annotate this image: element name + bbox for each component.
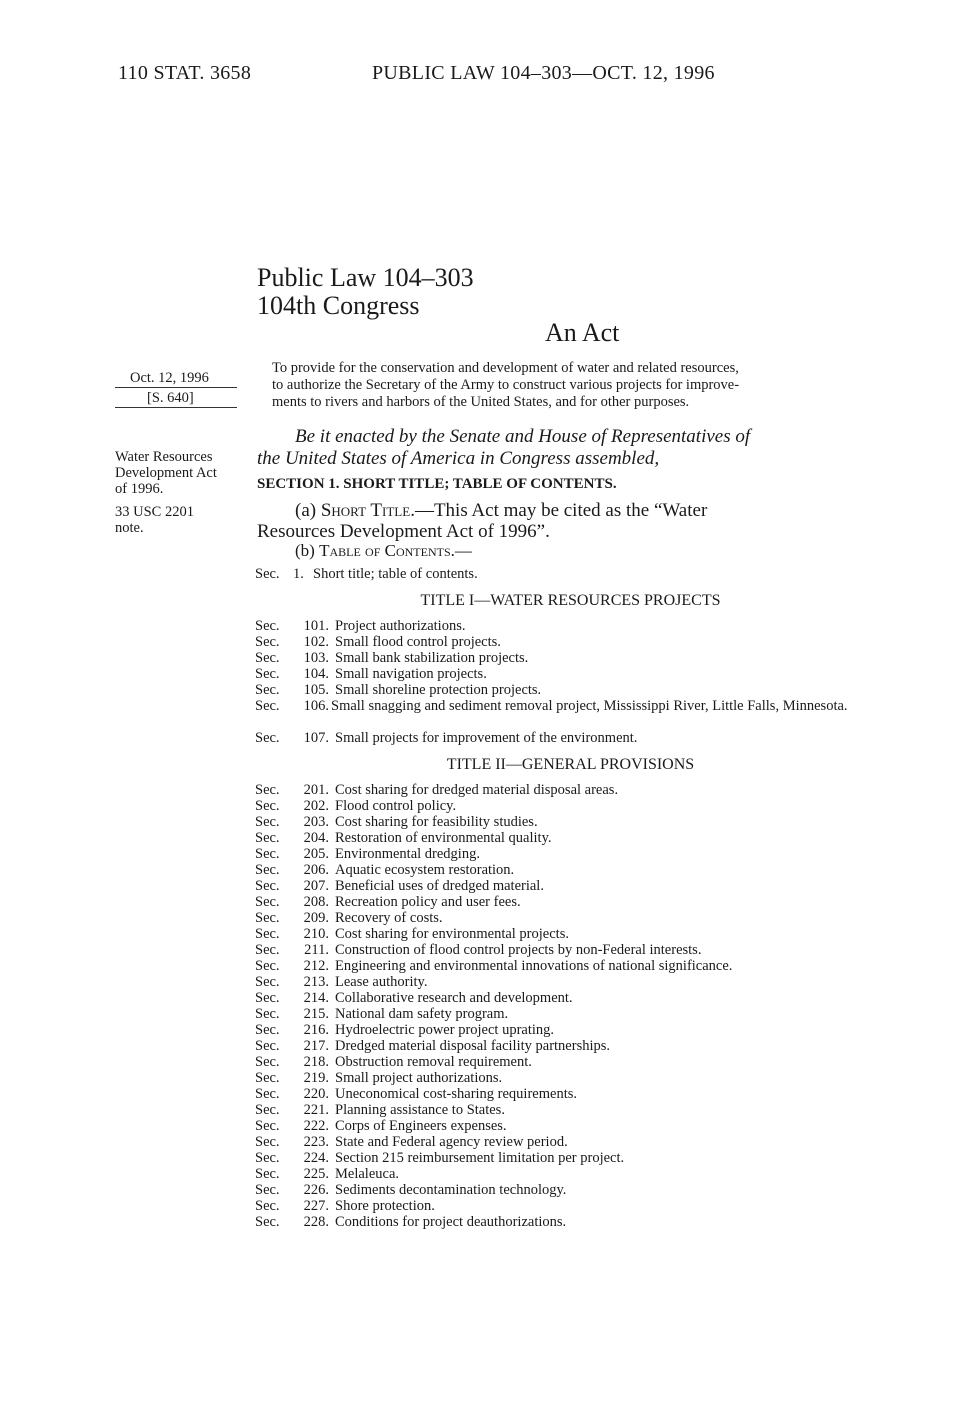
toc-sec-label: Sec. <box>255 942 280 958</box>
toc-sec-label: Sec. <box>255 1086 280 1102</box>
toc-sec-number: 226. <box>303 1182 329 1198</box>
toc-sec-number: 223. <box>303 1134 329 1150</box>
toc-sec-text: Small navigation projects. <box>335 666 487 682</box>
toc-sec-text: Recovery of costs. <box>335 910 443 926</box>
statute-page-number: 110 STAT. 3658 <box>118 62 252 84</box>
sidenote-usc-line: 33 USC 2201 <box>115 504 194 520</box>
toc-sec-number: 218. <box>303 1054 329 1070</box>
subsection-a-caption: Short Title <box>320 500 411 521</box>
toc-sec-text: Small project authorizations. <box>335 1070 503 1086</box>
toc-sec-text: Shore protection. <box>335 1198 435 1214</box>
sidenote-short-name <box>115 449 217 497</box>
toc-sec-text: Cost sharing for feasibility studies. <box>335 814 538 830</box>
toc-sec-label: Sec. <box>255 618 280 634</box>
toc-entry <box>255 974 427 990</box>
purpose-line: ments to rivers and harbors of the United States, and for other purposes. <box>272 394 690 410</box>
toc-sec-number: 207. <box>303 878 329 894</box>
toc-sec-label: Sec. <box>255 1134 280 1150</box>
toc-sec-number: 202. <box>303 798 329 814</box>
toc-sec-label: Sec. <box>255 566 280 582</box>
toc-entry <box>255 798 456 814</box>
toc-sec-number: 107. <box>303 730 329 746</box>
toc-entry <box>255 1166 399 1182</box>
subsection-a <box>257 500 884 542</box>
toc-entry <box>255 990 573 1006</box>
subsection-b-dash: .— <box>450 541 472 560</box>
toc-sec-number: 210. <box>303 926 329 942</box>
toc-entry <box>255 1006 508 1022</box>
toc-entry <box>255 926 569 942</box>
toc-sec-label: Sec. <box>255 666 280 682</box>
toc-sec-label: Sec. <box>255 1070 280 1086</box>
toc-entry <box>255 682 541 698</box>
toc-entry <box>255 1038 610 1054</box>
toc-entry <box>255 1182 566 1198</box>
subsection-a-text: .—This Act may be cited as the “Water <box>410 500 708 521</box>
toc-entry <box>255 782 618 798</box>
sidenote-short-name-line: Water Resources <box>115 449 213 465</box>
toc-entry <box>255 878 544 894</box>
toc-sec-number: 206. <box>303 862 329 878</box>
title-block <box>257 264 474 320</box>
toc-entry <box>255 1150 624 1166</box>
toc-sec-label: Sec. <box>255 1054 280 1070</box>
toc-sec-text: Dredged material disposal facility partnerships. <box>335 1038 611 1054</box>
toc-sec-text: Lease authority. <box>335 974 428 990</box>
toc-sec-text: Project authorizations. <box>335 618 466 634</box>
toc-entry <box>255 666 487 682</box>
purpose-line: To provide for the conservation and development of water and related resources, <box>272 360 739 376</box>
toc-sec-label: Sec. <box>255 814 280 830</box>
sidenote-short-name-line: of 1996. <box>115 481 164 497</box>
toc-entry <box>255 1198 435 1214</box>
toc-sec-label: Sec. <box>255 798 280 814</box>
toc-sec-number: 209. <box>303 910 329 926</box>
toc-sec-label: Sec. <box>255 1022 280 1038</box>
enacting-line: Be it enacted by the Senate and House of Representatives of <box>295 426 751 447</box>
toc-title-heading: TITLE I—WATER RESOURCES PROJECTS <box>420 592 721 609</box>
purpose-line: to authorize the Secretary of the Army to construct various projects for improve- <box>272 377 740 393</box>
toc-sec-label: Sec. <box>255 926 280 942</box>
toc-sec-number: 101. <box>303 618 329 634</box>
toc-sec-label: Sec. <box>255 878 280 894</box>
subsection-b-line <box>257 540 884 561</box>
sidenote-rule <box>115 407 237 408</box>
sidenote-bill: [S. 640] <box>147 390 194 406</box>
toc-entry <box>255 1022 554 1038</box>
toc-sec-label: Sec. <box>255 1006 280 1022</box>
subsection-b-caption: Table of Contents <box>319 541 451 560</box>
toc-sec-label: Sec. <box>255 830 280 846</box>
toc-entry <box>255 634 501 650</box>
toc-sec-label: Sec. <box>255 1182 280 1198</box>
toc-sec-text: Hydroelectric power project uprating. <box>335 1022 555 1038</box>
toc-sec-number: 203. <box>303 814 329 830</box>
toc-sec-number: 214. <box>303 990 329 1006</box>
toc-sec-text: Planning assistance to States. <box>335 1102 505 1118</box>
toc-sec-text: Small shoreline protection projects. <box>335 682 542 698</box>
toc-entry <box>255 814 538 830</box>
toc-sec-label: Sec. <box>255 846 280 862</box>
toc-sec-number: 220. <box>303 1086 329 1102</box>
toc-sec-number: 227. <box>303 1198 329 1214</box>
toc-sec-label: Sec. <box>255 1038 280 1054</box>
toc-sec-number: 228. <box>303 1214 329 1230</box>
toc-entry <box>255 698 335 714</box>
toc-sec-text: Small bank stabilization projects. <box>335 650 529 666</box>
toc-entry <box>255 862 514 878</box>
enacting-line: the United States of America in Congress assembled, <box>257 448 660 469</box>
toc-sec-text: Cost sharing for dredged material disposal areas. <box>335 782 619 798</box>
section-heading: SECTION 1. SHORT TITLE; TABLE OF CONTENTS. <box>257 476 617 492</box>
toc-entry <box>255 1054 532 1070</box>
toc-sec-number: 204. <box>303 830 329 846</box>
toc-sec-label: Sec. <box>255 958 280 974</box>
toc-sec-label: Sec. <box>255 990 280 1006</box>
public-law-number: Public Law 104–303 <box>257 263 474 292</box>
sidenote-usc-line: note. <box>115 520 144 536</box>
toc-entry <box>255 1086 577 1102</box>
toc-sec-number: 208. <box>303 894 329 910</box>
toc-sec-label: Sec. <box>255 682 280 698</box>
toc-sec-number: 103. <box>303 650 329 666</box>
toc-sec-text: Small flood control projects. <box>335 634 501 650</box>
toc-sec-text: Beneficial uses of dredged material. <box>335 878 544 894</box>
toc-sec-number: 105. <box>303 682 329 698</box>
toc-entry <box>255 618 465 634</box>
toc-sec-label: Sec. <box>255 1198 280 1214</box>
toc-sec-text: Melaleuca. <box>335 1166 400 1182</box>
toc-entry <box>255 1214 566 1230</box>
toc-sec-text: Flood control policy. <box>335 798 457 814</box>
toc-sec-label: Sec. <box>255 1150 280 1166</box>
toc-sec-number: 205. <box>303 846 329 862</box>
toc-sec-text: Conditions for project deauthorizations. <box>335 1214 567 1230</box>
toc-entry <box>255 942 701 958</box>
subsection-b <box>257 540 884 561</box>
toc-sec-label: Sec. <box>255 1102 280 1118</box>
toc-entry <box>255 1118 507 1134</box>
sidenote-date: Oct. 12, 1996 <box>130 370 209 386</box>
toc-sec-label: Sec. <box>255 894 280 910</box>
running-head: PUBLIC LAW 104–303—OCT. 12, 1996 <box>372 62 715 84</box>
toc-sec-text: Recreation policy and user fees. <box>335 894 521 910</box>
toc-entry <box>255 1134 568 1150</box>
toc-sec-text: Small projects for improvement of the environment. <box>335 730 638 746</box>
toc-sec-label: Sec. <box>255 974 280 990</box>
toc-sec-number: 221. <box>303 1102 329 1118</box>
toc-sec-label: Sec. <box>255 634 280 650</box>
toc-sec-number: 213. <box>303 974 329 990</box>
toc-sec-number: 104. <box>303 666 329 682</box>
toc-sec-number: 225. <box>303 1166 329 1182</box>
toc-entry <box>255 910 443 926</box>
toc-sec-number: 222. <box>303 1118 329 1134</box>
toc-entry <box>255 730 637 746</box>
toc-sec-text: Sediments decontamination technology. <box>335 1182 567 1198</box>
toc-entry <box>255 846 480 862</box>
toc-sec-label: Sec. <box>255 1214 280 1230</box>
enacting-clause <box>257 426 884 470</box>
toc-sec-text: Uneconomical cost-sharing requirements. <box>335 1086 577 1102</box>
toc-entry <box>255 958 732 974</box>
toc-sec-label: Sec. <box>255 862 280 878</box>
toc-entry <box>255 650 528 666</box>
toc-sec-label: Sec. <box>255 730 280 746</box>
toc-sec-label: Sec. <box>255 1166 280 1182</box>
toc-sec-label: Sec. <box>255 1118 280 1134</box>
sidenote-rule <box>115 387 237 388</box>
toc-sec-number: 106. <box>303 698 329 714</box>
toc-title-heading: TITLE II—GENERAL PROVISIONS <box>446 756 695 773</box>
toc-sec-text: Section 215 reimbursement limitation per project. <box>335 1150 625 1166</box>
toc-entry <box>255 566 478 582</box>
toc-sec-text: Cost sharing for environmental projects. <box>335 926 569 942</box>
toc-sec-text: Restoration of environmental quality. <box>335 830 552 846</box>
an-act-heading: An Act <box>545 318 620 347</box>
toc-sec-text: Collaborative research and development. <box>335 990 573 1006</box>
toc-sec-number: 215. <box>303 1006 329 1022</box>
subsection-a-line <box>257 500 884 521</box>
toc-sec-number: 224. <box>303 1150 329 1166</box>
toc-entry <box>255 1070 502 1086</box>
toc-sec-label: Sec. <box>255 650 280 666</box>
toc-sec-text: Obstruction removal requirement. <box>335 1054 532 1070</box>
toc-entry <box>255 1102 505 1118</box>
purpose-clause <box>272 360 882 411</box>
toc-sec-text: Engineering and environmental innovations of national significance. <box>335 958 733 974</box>
toc-sec-text: National dam safety program. <box>335 1006 509 1022</box>
subsection-b-label: (b) <box>295 541 315 560</box>
subsection-a-label: (a) <box>295 500 317 521</box>
toc-sec-number: 102. <box>303 634 329 650</box>
toc-sec-text: Environmental dredging. <box>335 846 480 862</box>
toc-sec-text: Aquatic ecosystem restoration. <box>335 862 515 878</box>
toc-sec-number: 1. <box>293 566 304 582</box>
toc-sec-text: Small snagging and sediment removal project, Mississippi River, Little Falls, Minnesota. <box>331 698 848 714</box>
toc-sec-number: 216. <box>303 1022 329 1038</box>
toc-sec-text: Short title; table of contents. <box>313 566 478 582</box>
toc-entry <box>255 894 521 910</box>
toc-sec-label: Sec. <box>255 910 280 926</box>
toc-sec-number: 212. <box>303 958 329 974</box>
toc-sec-text: Corps of Engineers expenses. <box>335 1118 507 1134</box>
sidenote-short-name-line: Development Act <box>115 465 217 481</box>
toc-sec-number: 219. <box>303 1070 329 1086</box>
toc-sec-text: Construction of flood control projects by non-Federal interests. <box>335 942 702 958</box>
toc-sec-number: 201. <box>303 782 329 798</box>
subsection-a-line: Resources Development Act of 1996”. <box>257 521 550 542</box>
toc-sec-label: Sec. <box>255 698 280 714</box>
toc-sec-label: Sec. <box>255 782 280 798</box>
congress-number: 104th Congress <box>257 291 420 320</box>
sidenote-usc <box>115 504 194 536</box>
toc-entry <box>255 830 552 846</box>
toc-sec-number: 211. <box>304 942 329 958</box>
toc-sec-number: 217. <box>303 1038 329 1054</box>
toc-sec-text: State and Federal agency review period. <box>335 1134 568 1150</box>
